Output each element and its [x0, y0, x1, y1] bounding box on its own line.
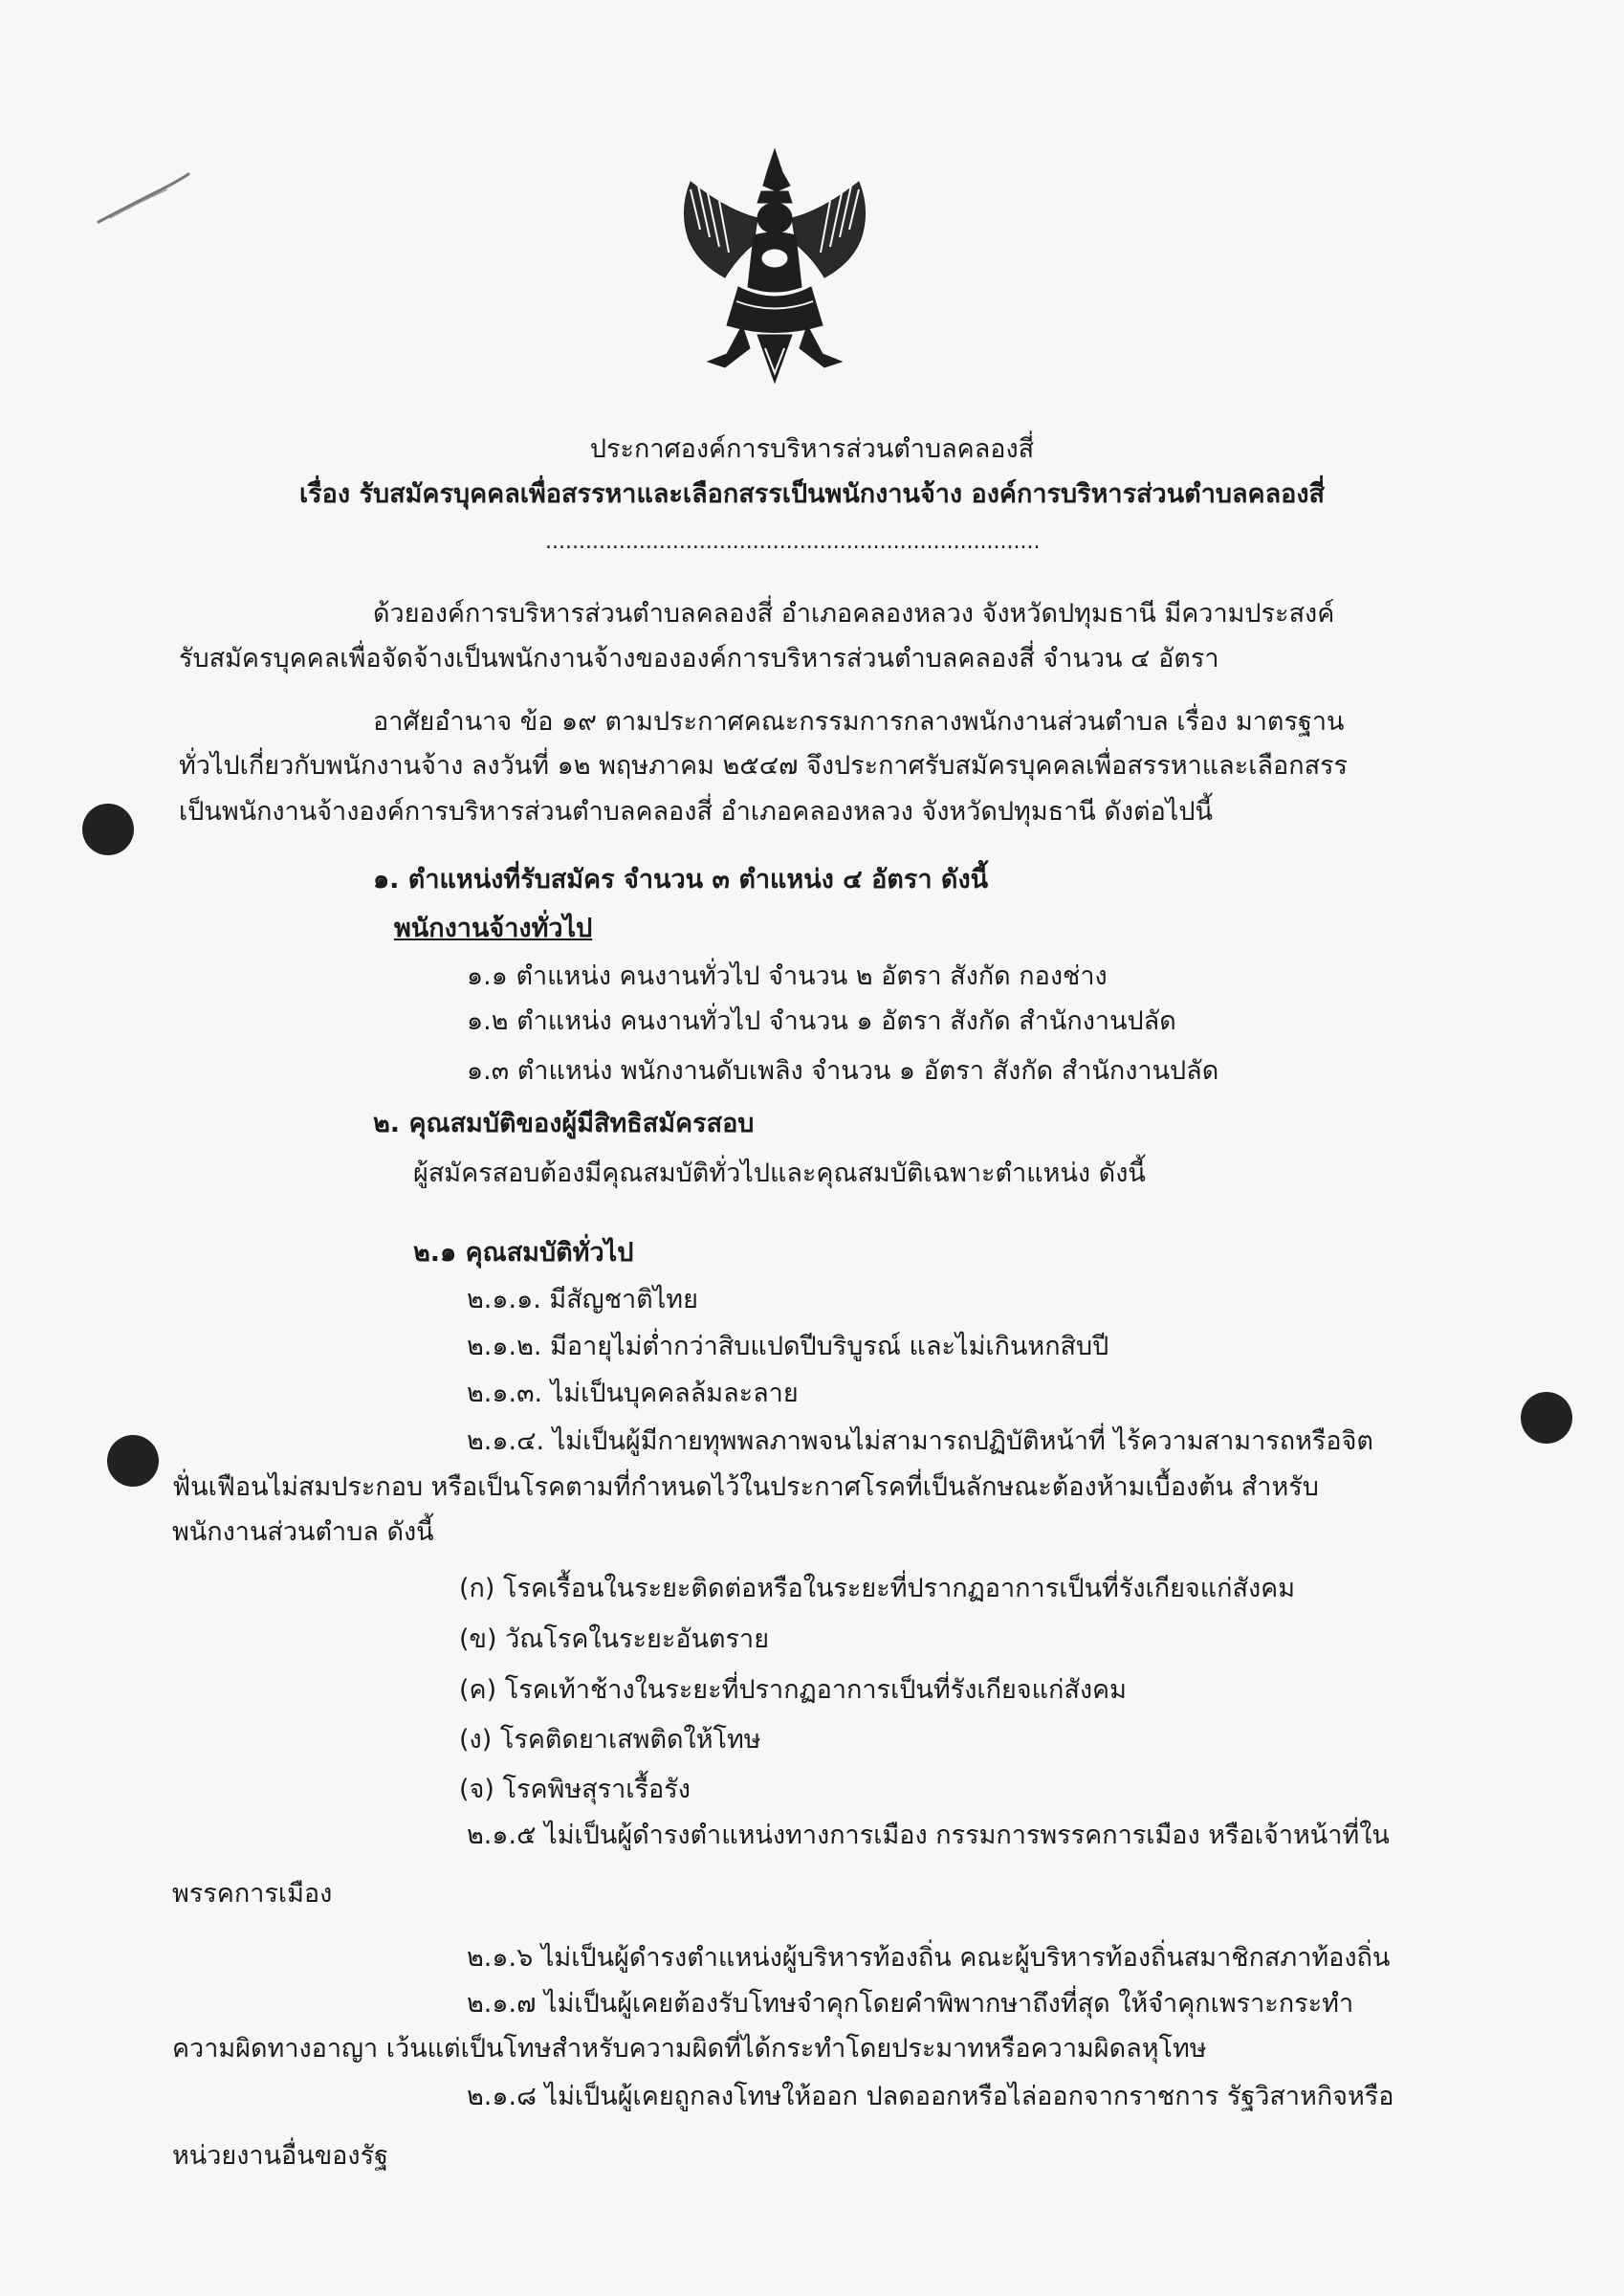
position-item: ๑.๓ ตำแหน่ง พนักงานดับเพลิง จำนวน ๑ อัตรา สังกัด สำนักงานปลัด [467, 1056, 1219, 1086]
intro-line-2: รับสมัครบุคคลเพื่อจัดจ้างเป็นพนักงานจ้างขององค์การบริหารส่วนตำบลคลองสี่ จำนวน ๔ อัตรา [179, 644, 1219, 673]
section1-subheading: พนักงานจ้างทั่วไป [394, 914, 593, 943]
authority-line-3: เป็นพนักงานจ้างองค์การบริหารส่วนตำบลคลองสี่ อำเภอคลองหลวง จังหวัดปทุมธานี ดังต่อไปนี้ [179, 797, 1213, 827]
punch-hole-middle [107, 1435, 159, 1487]
punch-hole-top [82, 804, 134, 855]
qualification-item: ๒.๑.๗ ไม่เป็นผู้เคยต้องรับโทษจำคุกโดยคำพิพากษาถึงที่สุด ให้จำคุกเพราะกระทำ [467, 1989, 1354, 2019]
qualification-continuation: ความผิดทางอาญา เว้นแต่เป็นโทษสำหรับความผิดที่ได้กระทำโดยประมาทหรือความผิดลหุโทษ [172, 2034, 1207, 2064]
qualification-item: ๒.๑.๘ ไม่เป็นผู้เคยถูกลงโทษให้ออก ปลดออกหรือไล่ออกจากราชการ รัฐวิสาหกิจหรือ [467, 2082, 1394, 2111]
section2-1-title: ๒.๑ คุณสมบัติทั่วไป [413, 1238, 634, 1268]
authority-line-2: ทั่วไปเกี่ยวกับพนักงานจ้าง ลงวันที่ ๑๒ พฤษภาคม ๒๕๔๗ จึงประกาศรับสมัครบุคคลเพื่อสรรหาและเลือกสรร [179, 751, 1349, 781]
qualification-continuation: พนักงานส่วนตำบล ดังนี้ [172, 1517, 434, 1547]
position-item: ๑.๒ ตำแหน่ง คนงานทั่วไป จำนวน ๑ อัตรา สังกัด สำนักงานปลัด [467, 1006, 1176, 1036]
announcement-subject: เรื่อง รับสมัครบุคคลเพื่อสรรหาและเลือกสรรเป็นพนักงานจ้าง องค์การบริหารส่วนตำบลคลองสี่ [298, 479, 1326, 509]
disease-item: (ง) โรคติดยาเสพติดให้โทษ [459, 1725, 761, 1755]
garuda-emblem-icon [669, 144, 880, 392]
qualification-item: ๒.๑.๒. มีอายุไม่ต่ำกว่าสิบแปดปีบริบูรณ์ และไม่เกินหกสิบปี [467, 1332, 1109, 1361]
disease-item: (จ) โรคพิษสุราเรื้อรัง [459, 1775, 691, 1804]
position-item: ๑.๑ ตำแหน่ง คนงานทั่วไป จำนวน ๒ อัตรา สังกัด กองช่าง [467, 961, 1108, 991]
pen-mark [91, 163, 196, 230]
section2-title: ๒. คุณสมบัติของผู้มีสิทธิสมัครสอบ [373, 1109, 755, 1138]
authority-line-1: อาศัยอำนาจ ข้อ ๑๙ ตามประกาศคณะกรรมการกลางพนักงานส่วนตำบล เรื่อง มาตรฐาน [373, 707, 1345, 737]
qualification-item: ๒.๑.๑. มีสัญชาติไทย [467, 1285, 698, 1314]
announcement-heading: ประกาศองค์การบริหารส่วนตำบลคลองสี่ [589, 434, 1035, 464]
qualification-item: ๒.๑.๔. ไม่เป็นผู้มีกายทุพพลภาพจนไม่สามารถปฏิบัติหน้าที่ ไร้ความสามารถหรือจิต [467, 1426, 1373, 1456]
qualification-item: ๒.๑.๕ ไม่เป็นผู้ดำรงตำแหน่งทางการเมือง กรรมการพรรคการเมือง หรือเจ้าหน้าที่ใน [467, 1821, 1390, 1850]
disease-item: (ข) วัณโรคในระยะอันตราย [459, 1624, 770, 1654]
divider-dots: .......................................................................... [545, 530, 1041, 554]
intro-line-1: ด้วยองค์การบริหารส่วนตำบลคลองสี่ อำเภอคลองหลวง จังหวัดปทุมธานี มีความประสงค์ [373, 599, 1335, 629]
section1-title: ๑. ตำแหน่งที่รับสมัคร จำนวน ๓ ตำแหน่ง ๔ อัตรา ดังนี้ [373, 865, 989, 894]
qualification-continuation: พรรคการเมือง [172, 1879, 333, 1909]
disease-item: (ก) โรคเรื้อนในระยะติดต่อหรือในระยะที่ปรากฏอาการเป็นที่รังเกียจแก่สังคม [459, 1574, 1295, 1603]
disease-item: (ค) โรคเท้าช้างในระยะที่ปรากฏอาการเป็นที่รังเกียจแก่สังคม [459, 1675, 1127, 1705]
qualification-item: ๒.๑.๖ ไม่เป็นผู้ดำรงตำแหน่งผู้บริหารท้องถิ่น คณะผู้บริหารท้องถิ่นสมาชิกสภาท้องถิ่น [467, 1943, 1391, 1973]
qualification-item: ๒.๑.๓. ไม่เป็นบุคคลล้มละลาย [467, 1379, 799, 1408]
section2-intro: ผู้สมัครสอบต้องมีคุณสมบัติทั่วไปและคุณสมบัติเฉพาะตำแหน่ง ดังนี้ [413, 1159, 1146, 1188]
punch-hole-right [1521, 1392, 1572, 1444]
qualification-continuation: หน่วยงานอื่นของรัฐ [172, 2141, 388, 2171]
qualification-continuation: ฟั่นเฟือนไม่สมประกอบ หรือเป็นโรคตามที่กำหนดไว้ในประกาศโรคที่เป็นลักษณะต้องห้ามเบื้องต้น สำหรับ [172, 1472, 1319, 1502]
